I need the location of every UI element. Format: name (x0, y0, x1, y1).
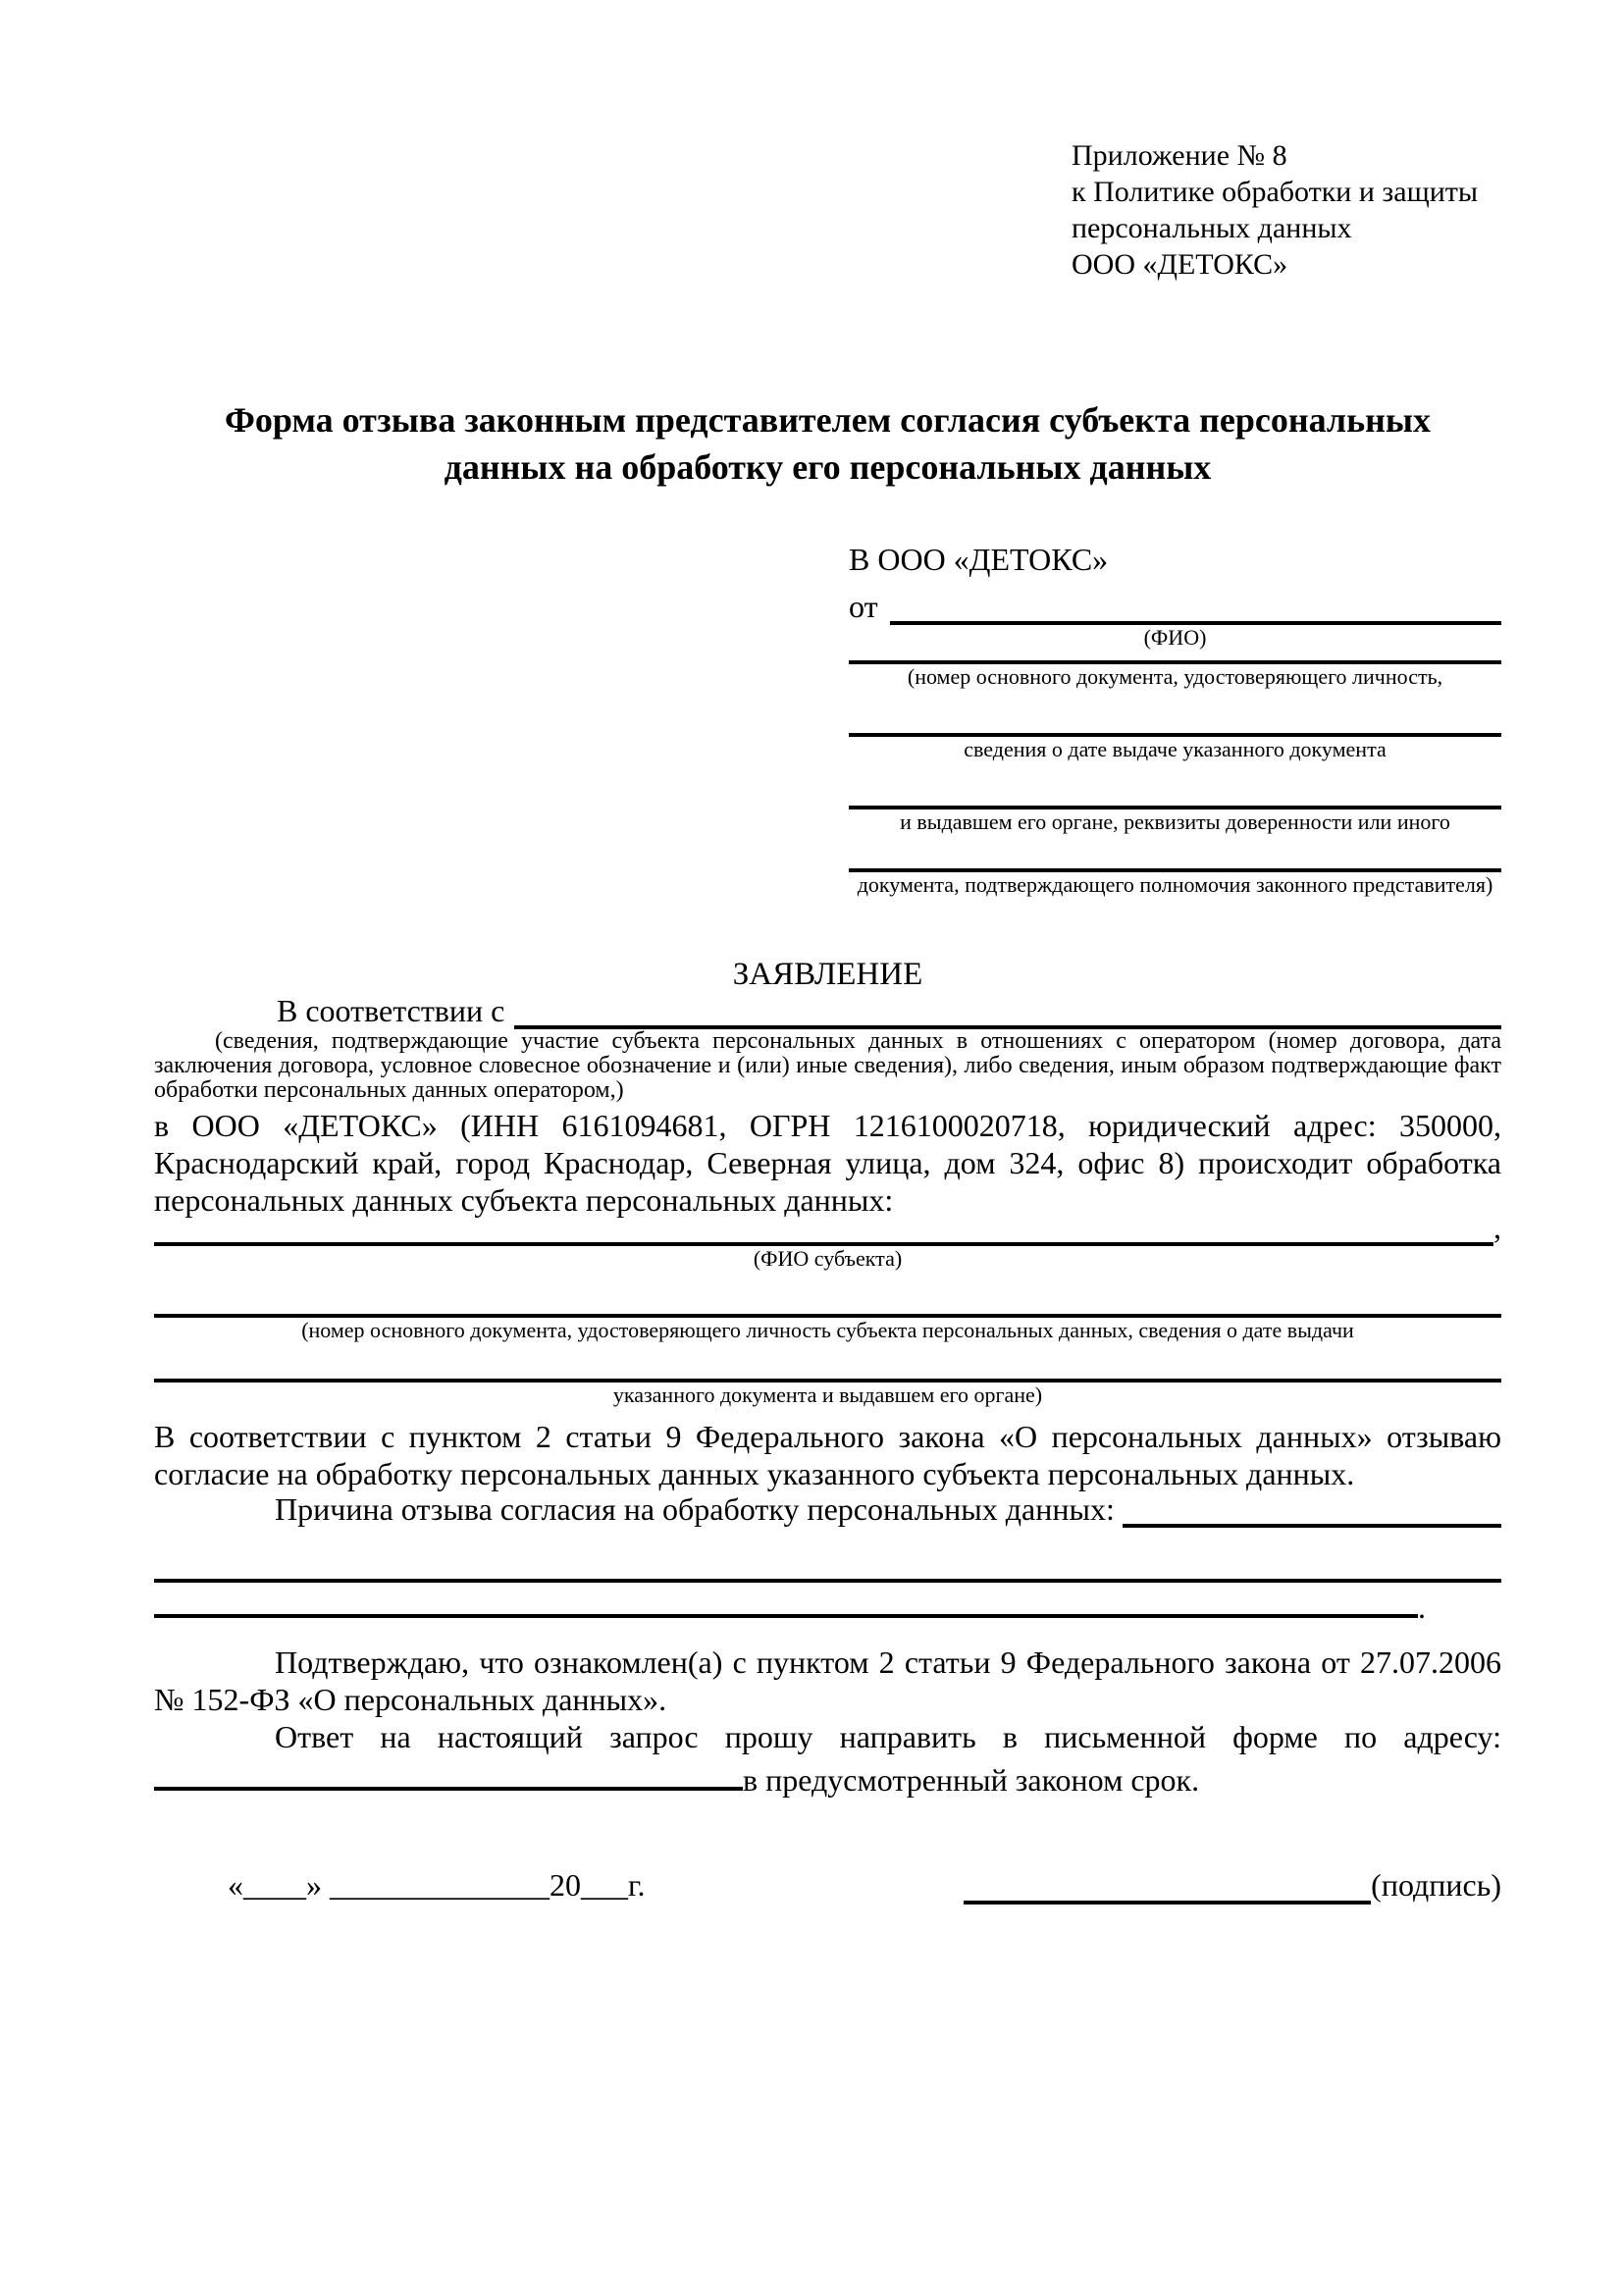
subject-fio-row (154, 1210, 1501, 1246)
representative-doc-field-line-1 (849, 651, 1501, 664)
operator-paragraph: в ООО «ДЕТОКС» (ИНН 6161094681, ОГРН 1216100020718, юридический адрес: 350000, Краснодарский край, город Краснодар, Северная улица, дом 324, офис 8) происходит обработка персональных данных субъекта персональных данных: (154, 1108, 1501, 1218)
appendix-line-1: Приложение № 8 (1072, 139, 1287, 172)
reason-period: . (1418, 1590, 1426, 1625)
reason-label: Причина отзыва согласия на обработку персональных данных: (275, 1491, 1115, 1527)
subject-fio-comma: , (1493, 1210, 1501, 1245)
subject-doc-caption-2: указанного документа и выдавшем его органе) (612, 1383, 1043, 1407)
signature-caption: (подпись) (1371, 1867, 1501, 1903)
representative-doc-field-line-4 (849, 835, 1501, 872)
from-label: от (849, 589, 878, 624)
document-title: Форма отзыва законным представителем согласия субъекта персональных данных на обработку его персональных данных (224, 400, 1432, 487)
appendix-line-3: персональных данных (1072, 212, 1352, 244)
fio-caption: (ФИО) (1143, 625, 1207, 650)
representative-doc-caption-1: (номер основного документа, удостоверяющего личность, (907, 664, 1443, 689)
withdrawal-paragraph: В соответствии с пунктом 2 статьи 9 Федерального закона «О персональных данных» отзываю согласие на обработку персональных данных указанного субъекта персональных данных. (154, 1419, 1501, 1491)
representative-doc-field-line-2 (849, 690, 1501, 737)
basis-caption: (сведения, подтверждающие участие субъекта персональных данных в отношениях с оператором (номер договора, дата заключения договора, условное словесное обозначение и (или) иные сведения), либо сведения, иным образом подтверждающие факт обработки персональных данных оператором,) (154, 1028, 1501, 1103)
statement-heading: ЗАЯВЛЕНИЕ (732, 957, 923, 992)
representative-doc-caption-2: сведения о дате выдаче указанного документа (964, 737, 1387, 761)
representative-doc-field-line-3 (849, 762, 1501, 809)
subject-doc-caption-1: (номер основного документа, удостоверяющего личность субъекта персональных данных, сведения о дате выдачи (301, 1318, 1354, 1342)
appendix-line-2: к Политике обработки и защиты (1072, 176, 1479, 208)
subject-fio-caption: (ФИО субъекта) (753, 1246, 903, 1271)
reason-field-line-1 (1123, 1524, 1501, 1528)
appendix-block (1072, 137, 1501, 283)
reason-row (154, 1492, 1501, 1528)
signature-area (964, 1865, 1501, 1905)
response-paragraph: Ответ на настоящий запрос прошу направить в письменной форме по адресу: (275, 1719, 1501, 1754)
date-line: «____» ______________20___г. (228, 1867, 646, 1903)
addressee-block (849, 540, 1501, 898)
reason-field-line-2 (154, 1528, 1501, 1583)
subject-doc-field-line-2 (154, 1343, 1501, 1383)
representative-doc-caption-4: документа, подтверждающего полномочия законного представителя) (857, 872, 1493, 897)
acknowledgement-paragraph: Подтверждаю, что ознакомлен(а) с пунктом 2 статьи 9 Федерального закона от 27.07.2006 № 152-ФЗ «О персональных данных». (154, 1644, 1501, 1717)
reason-field-line-3 (154, 1583, 1418, 1618)
appendix-line-4: ООО «ДЕТОКС» (1072, 248, 1288, 281)
reason-field-row-3 (154, 1583, 1501, 1624)
basis-row (154, 994, 1501, 1029)
address-row (154, 1755, 1501, 1798)
footer-row (154, 1865, 1501, 1905)
signature-field-line (964, 1869, 1371, 1905)
basis-label: В соответствии с (277, 993, 505, 1028)
address-field-line (154, 1755, 743, 1791)
addressee-organization: В ООО «ДЕТОКС» (849, 542, 1109, 577)
response-suffix: в предусмотренный законом срок. (743, 1762, 1200, 1798)
from-row (849, 579, 1501, 625)
representative-doc-caption-3: и выдавшем его органе, реквизиты доверенности или иного (900, 809, 1450, 834)
subject-doc-field-line-1 (154, 1272, 1501, 1318)
